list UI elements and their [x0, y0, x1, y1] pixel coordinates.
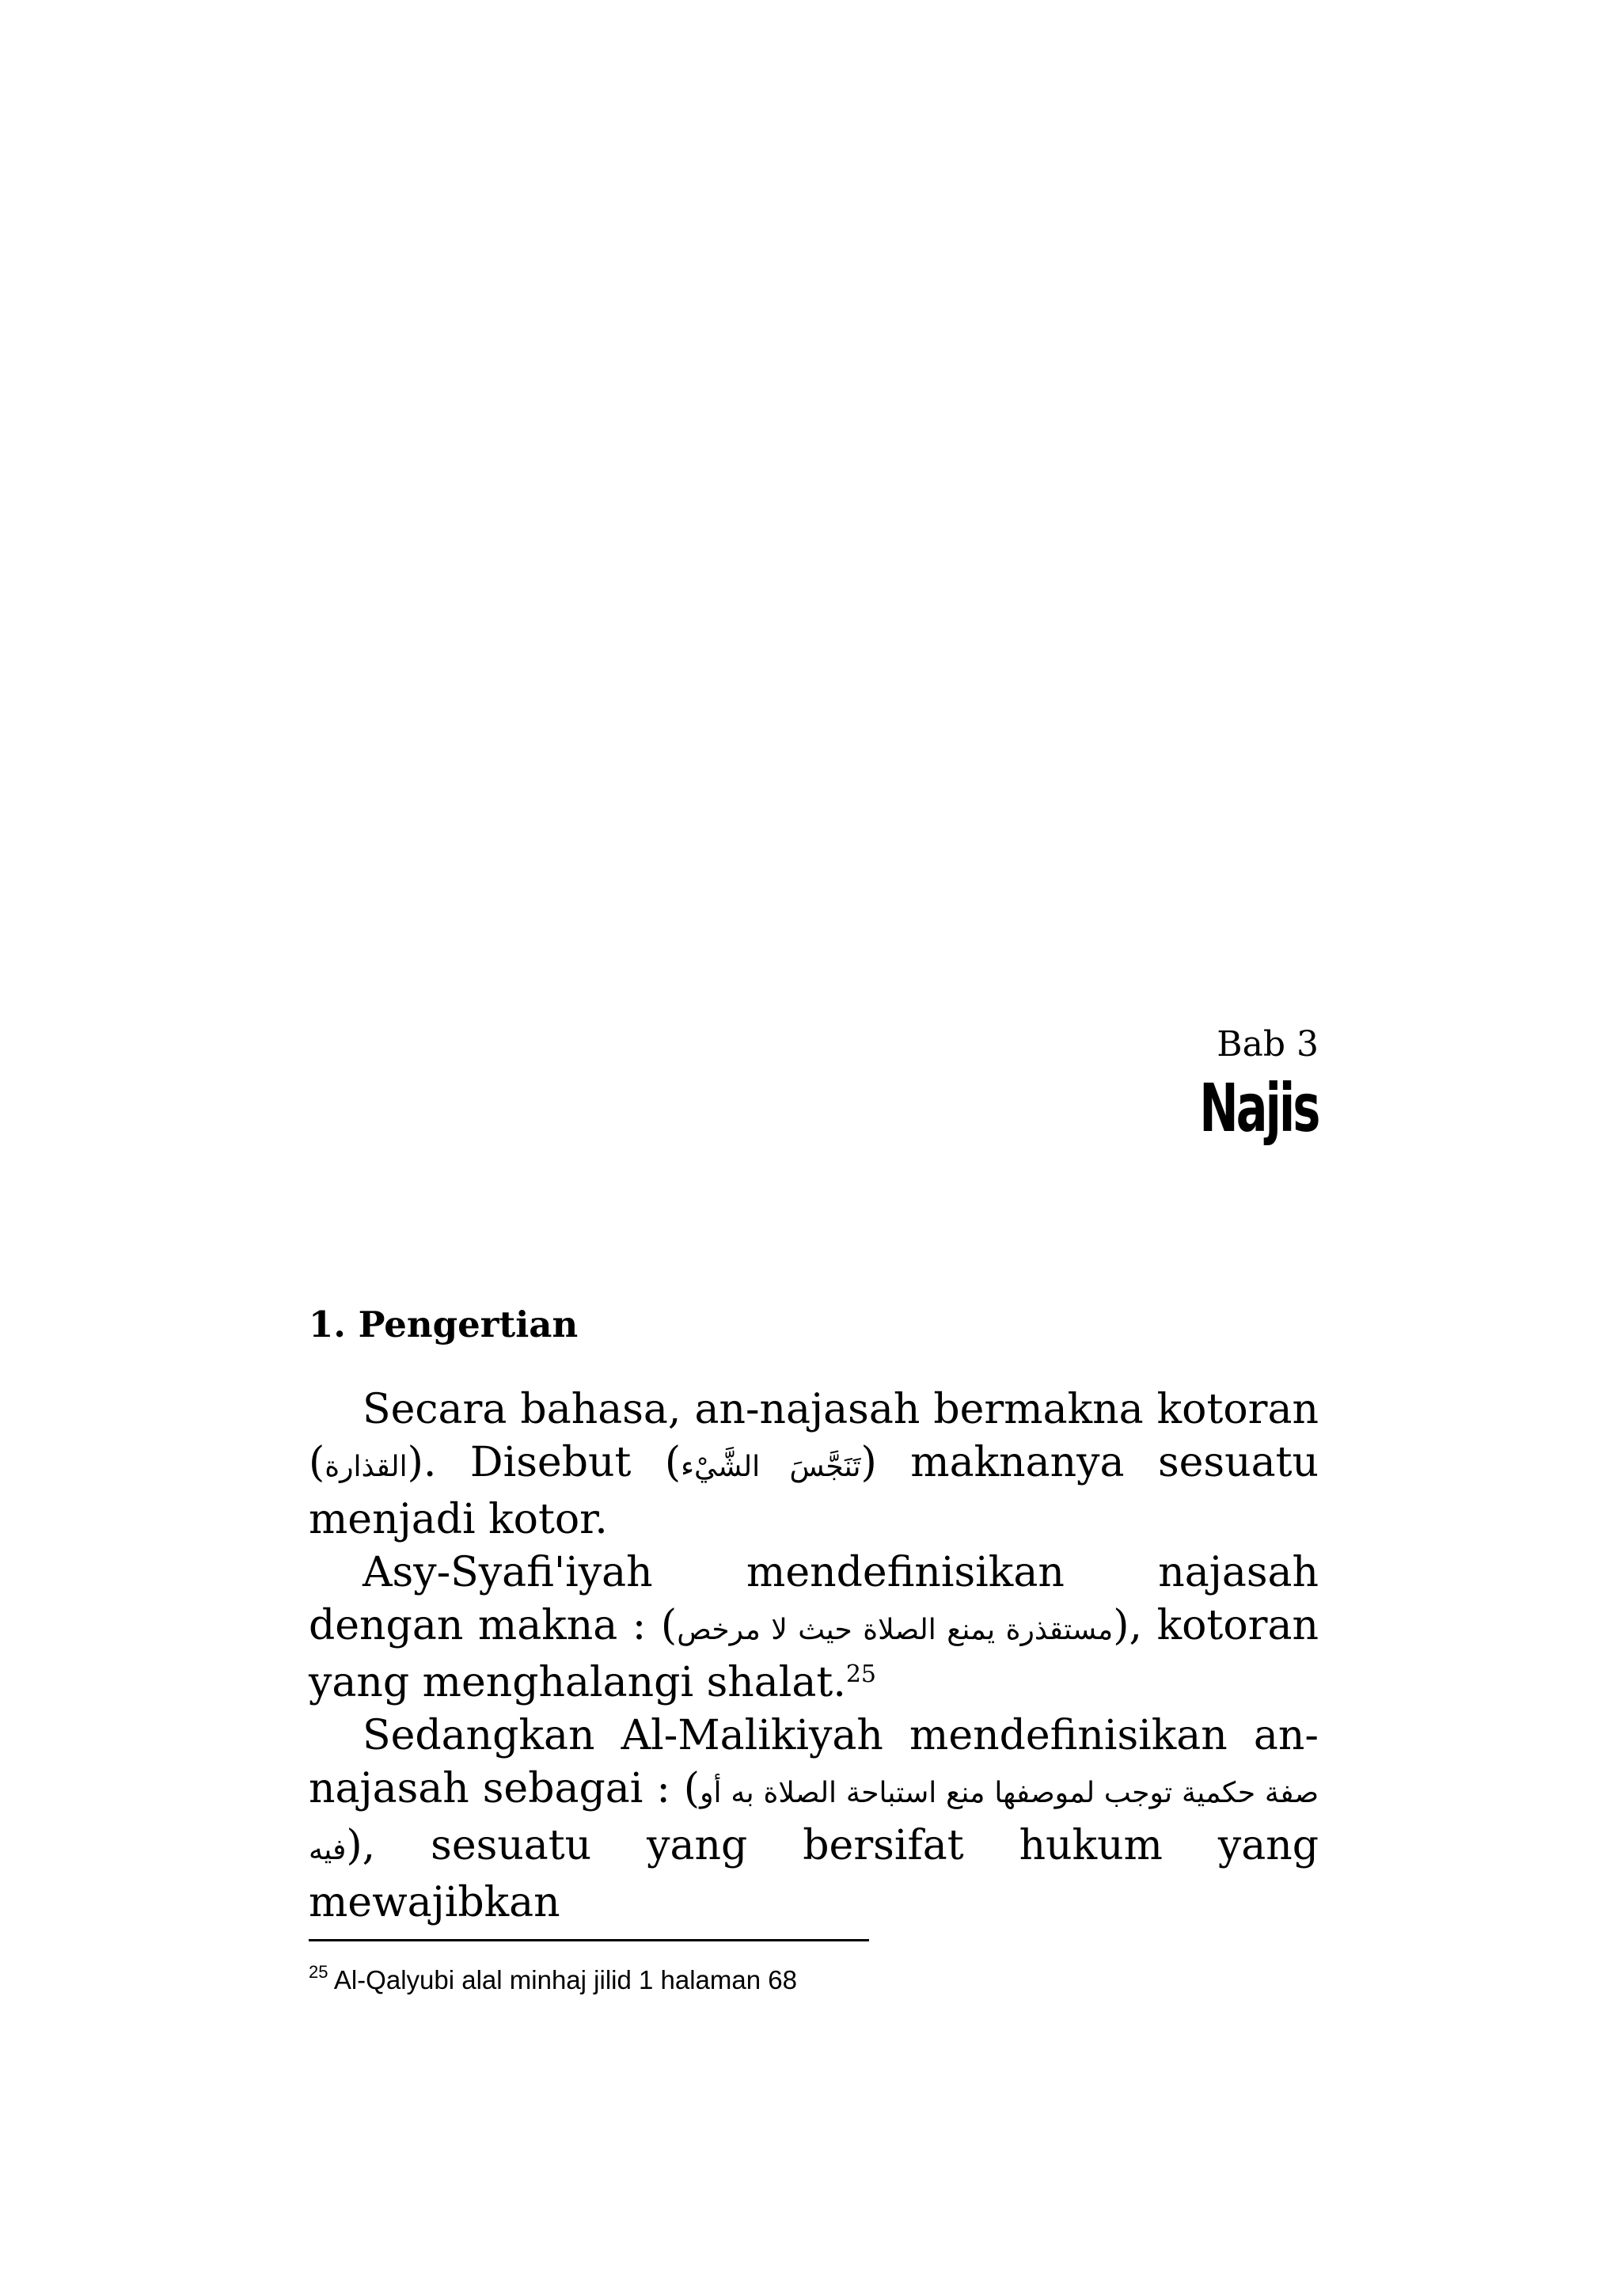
arabic-definition-malikiyah: صفة حكمية توجب لموصفها منع استباحة الصلاة به أو فيه: [309, 1777, 1319, 1866]
section-heading: 1. Pengertian: [309, 1304, 579, 1345]
footnote-reference[interactable]: 25: [845, 1660, 877, 1688]
arabic-definition-syafiiyah: مستقذرة يمنع الصلاة حيث لا مرخص: [677, 1614, 1114, 1646]
footnote-divider: [309, 1939, 869, 1941]
paragraph-malikiyah: Sedangkan Al-Malikiyah mendefinisikan an-najasah sebagai : (صفة حكمية توجب لموصفها منع استباحة الصلاة به أو فيه), sesuatu yang bersifat hukum yang mewajibkan: [309, 1712, 1319, 1926]
paragraph-bahasa: Secara bahasa, an-najasah bermakna kotoran (القذارة). Disebut (تَنَجَّسَ الشَّيْء) maknanya sesuatu menjadi kotor.: [309, 1386, 1319, 1543]
chapter-label: Bab 3: [1217, 1024, 1319, 1065]
chapter-title: Najis: [1199, 1069, 1319, 1147]
footnote: [309, 1963, 797, 1998]
arabic-term-tanajjasa: تَنَجَّسَ الشَّيْء: [681, 1451, 861, 1483]
arabic-term-qadzarah: القذارة: [325, 1451, 408, 1483]
body-text: [309, 1383, 1319, 1930]
paragraph-syafiiyah: Asy-Syafi'iyah mendefinisikan najasah dengan makna : (مستقذرة يمنع الصلاة حيث لا مرخص), kotoran yang menghalangi shalat.$^{25}$: [309, 1549, 1319, 1706]
footnote-number: 25: [309, 1962, 328, 1982]
footnote-text: Al-Qalyubi alal minhaj jilid 1 halaman 68: [333, 1965, 797, 1994]
